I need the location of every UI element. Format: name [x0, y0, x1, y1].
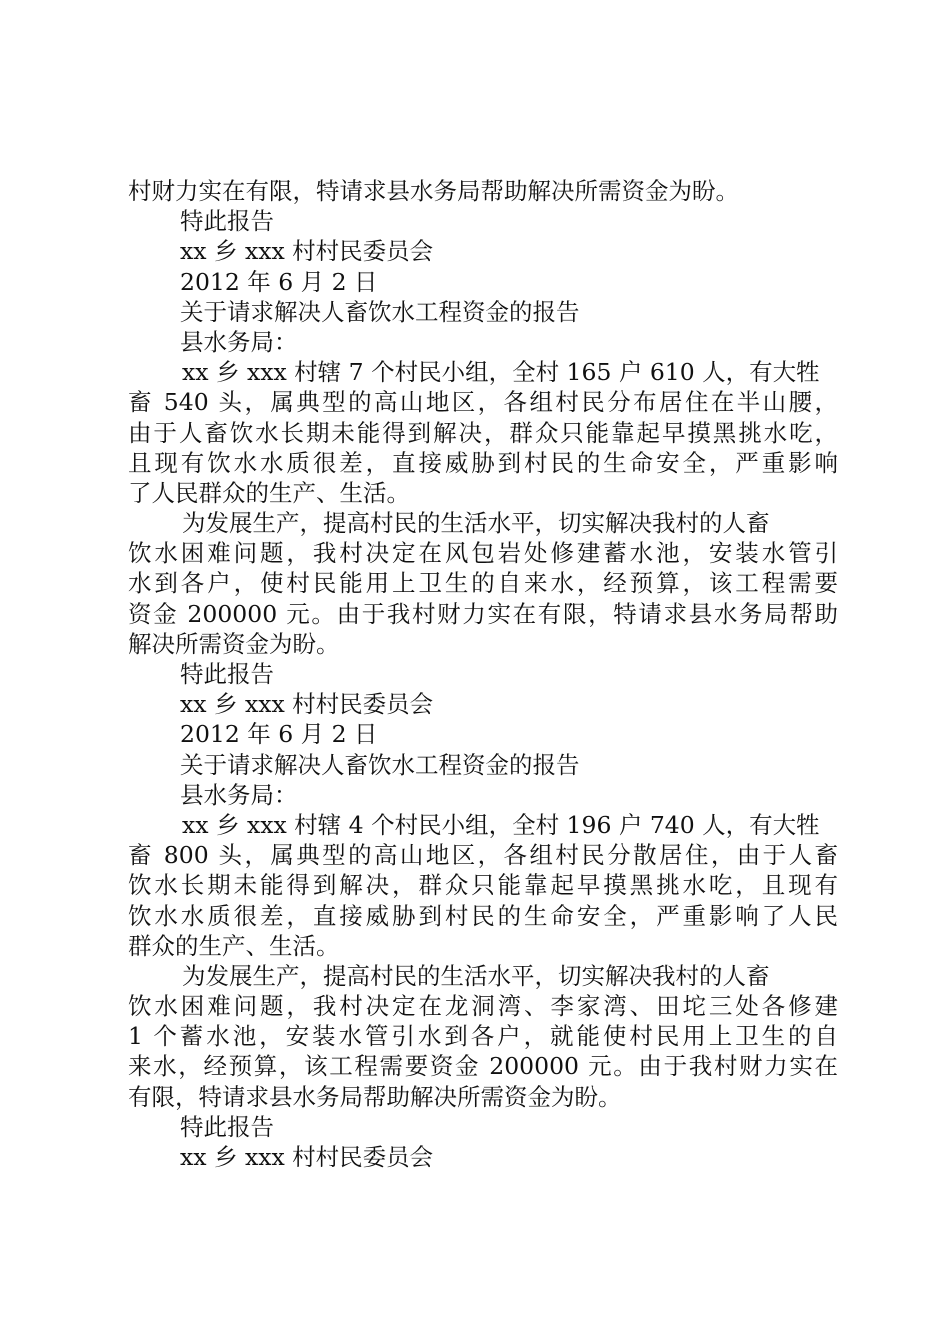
document-line: 由于人畜饮水长期未能得到解决，群众只能靠起早摸黑挑水吃， — [128, 418, 838, 447]
document-line: 了人民群众的生产、生活。 — [128, 478, 410, 507]
document-line: 来水，经预算，该工程需要资金 200000 元。由于我村财力实在 — [128, 1052, 838, 1081]
document-line: xx 乡 xxx 村村民委员会 — [180, 237, 434, 266]
document-line: 特此报告 — [180, 1112, 274, 1141]
document-line: 2012 年 6 月 2 日 — [180, 267, 378, 296]
document-line: 畜 800 头，属典型的高山地区，各组村民分散居住，由于人畜 — [128, 841, 838, 870]
document-line: 资金 200000 元。由于我村财力实在有限，特请求县水务局帮助 — [128, 599, 838, 628]
document-line: 群众的生产、生活。 — [128, 931, 340, 960]
document-line: 为发展生产，提高村民的生活水平，切实解决我村的人畜 — [182, 961, 770, 990]
document-line: 关于请求解决人畜饮水工程资金的报告 — [180, 297, 580, 326]
document-line: 饮水困难问题，我村决定在龙洞湾、李家湾、田坨三处各修建 — [128, 992, 838, 1021]
document-line: 饮水水质很差，直接威胁到村民的生命安全，严重影响了人民 — [128, 901, 838, 930]
document-line: 饮水困难问题，我村决定在风包岩处修建蓄水池，安装水管引 — [128, 539, 838, 568]
document-line: 为发展生产，提高村民的生活水平，切实解决我村的人畜 — [182, 509, 770, 538]
document-line: 且现有饮水水质很差，直接威胁到村民的生命安全，严重影响 — [128, 448, 838, 477]
document-line: 特此报告 — [180, 207, 274, 236]
document-line: 特此报告 — [180, 660, 274, 688]
document-line: 村财力实在有限，特请求县水务局帮助解决所需资金为盼。 — [128, 177, 739, 205]
document-line: 1 个蓄水池，安装水管引水到各户，就能使村民用上卫生的自 — [128, 1022, 838, 1051]
document-line: xx 乡 xxx 村辖 7 个村民小组，全村 165 户 610 人，有大牲 — [182, 358, 820, 387]
document-line: 有限，特请求县水务局帮助解决所需资金为盼。 — [128, 1082, 622, 1111]
document-line: xx 乡 xxx 村村民委员会 — [180, 1143, 434, 1171]
document-body — [128, 176, 838, 1172]
document-line: 关于请求解决人畜饮水工程资金的报告 — [180, 750, 580, 779]
document-line: 畜 540 头，属典型的高山地区，各组村民分布居住在半山腰， — [128, 388, 838, 417]
document-line: 水到各户，使村民能用上卫生的自来水，经预算，该工程需要 — [128, 569, 838, 598]
document-line: 饮水长期未能得到解决，群众只能靠起早摸黑挑水吃，且现有 — [128, 871, 838, 900]
document-line: 县水务局： — [180, 780, 298, 809]
document-line: xx 乡 xxx 村村民委员会 — [180, 690, 434, 719]
document-line: xx 乡 xxx 村辖 4 个村民小组，全村 196 户 740 人，有大牲 — [182, 810, 820, 839]
document-line: 县水务局： — [180, 327, 298, 356]
document-line: 解决所需资金为盼。 — [128, 629, 340, 658]
document-line: 2012 年 6 月 2 日 — [180, 720, 378, 749]
